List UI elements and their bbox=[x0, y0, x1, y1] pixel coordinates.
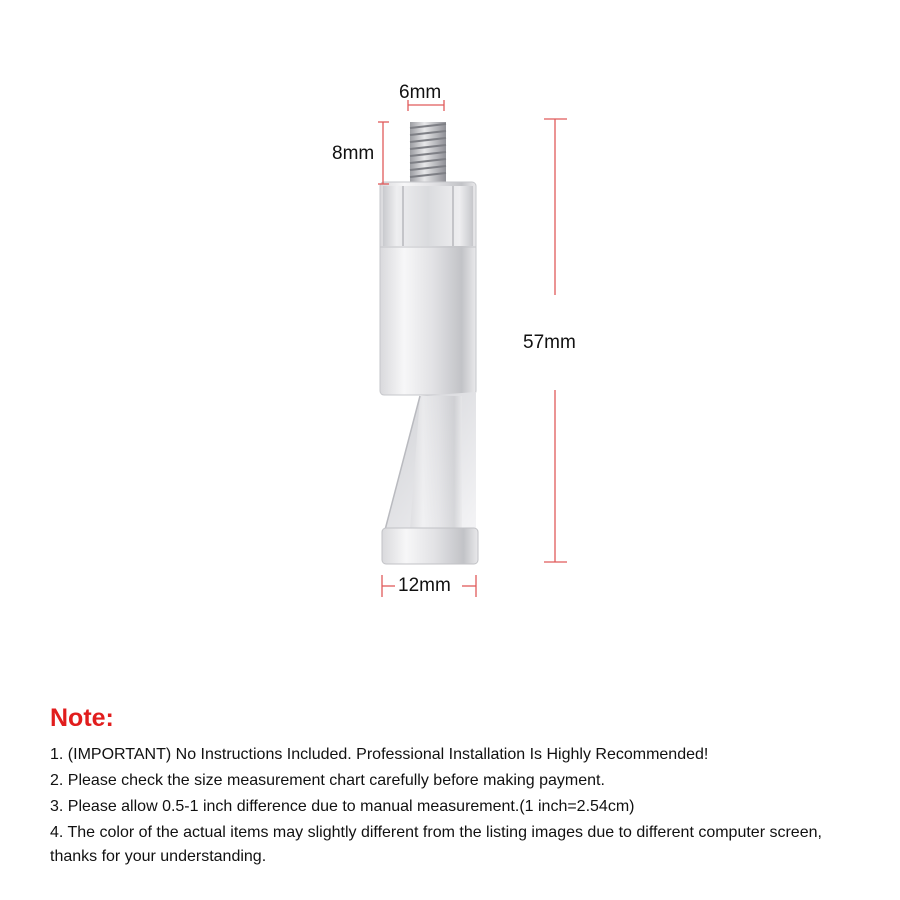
notes-heading: Note: bbox=[50, 704, 114, 732]
angled-cut bbox=[385, 392, 476, 530]
note-item-2: 2. Please check the size measurement chart carefully before making payment. bbox=[50, 772, 605, 789]
standoff-body bbox=[380, 182, 476, 395]
note-item-3: 3. Please allow 0.5-1 inch difference due to manual measurement.(1 inch=2.54cm) bbox=[50, 798, 635, 815]
base-width-label: 12mm bbox=[398, 575, 451, 596]
note-item-4: 4. The color of the actual items may slightly different from the listing images due to different computer screen, thanks for your understanding. bbox=[50, 824, 822, 865]
total-length-label: 57mm bbox=[523, 332, 576, 353]
base-foot bbox=[382, 528, 478, 564]
thread-width-label: 6mm bbox=[399, 82, 442, 103]
thread-height-label: 8mm bbox=[332, 143, 375, 164]
notes-section bbox=[50, 704, 870, 871]
note-item-1: 1. (IMPORTANT) No Instructions Included. Professional Installation Is Highly Recommended! bbox=[50, 746, 709, 763]
thread-stud bbox=[410, 122, 446, 184]
